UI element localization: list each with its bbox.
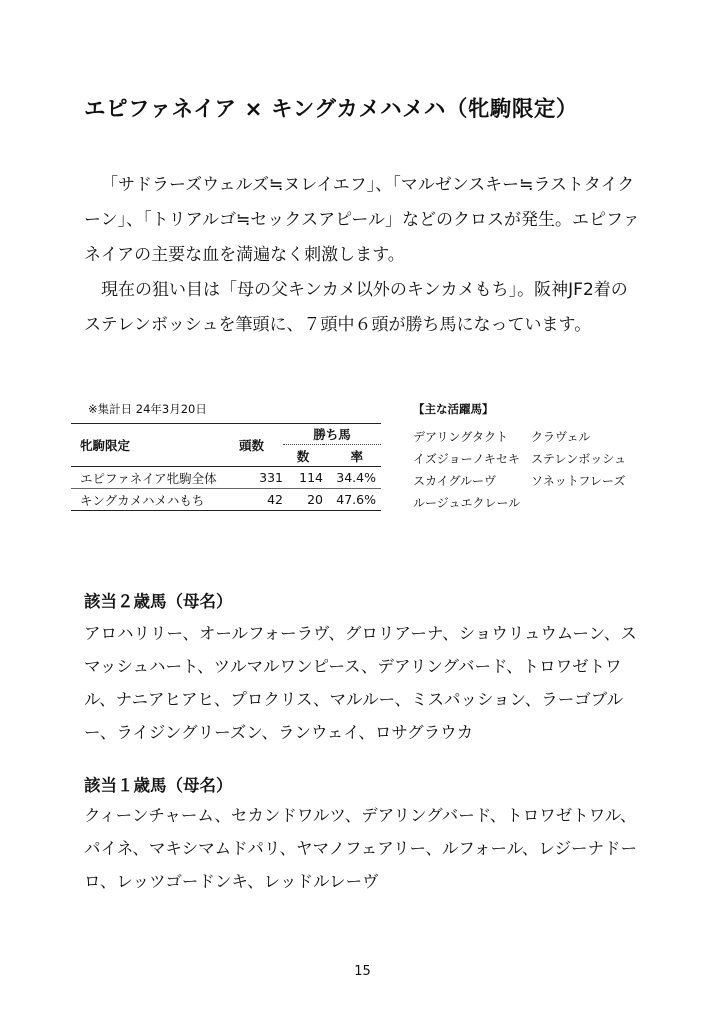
row-count: 114 xyxy=(283,467,323,489)
row-label: キングカメハメハもち xyxy=(71,489,239,511)
page-number: 15 xyxy=(354,964,371,979)
table-row xyxy=(71,467,381,489)
header-label: 牝駒限定 xyxy=(71,424,239,467)
horse-name: ソネットフレーズ xyxy=(531,474,626,488)
one-year-title: 該当１歳馬（母名） xyxy=(84,776,233,795)
main-horses-title: 【主な活躍馬】 xyxy=(413,402,494,416)
row-rate: 47.6% xyxy=(323,489,381,511)
two-year-title: 該当２歳馬（母名） xyxy=(84,592,233,611)
header-count: 数 xyxy=(296,448,310,464)
paragraph: 「サドラーズウェルズ≒ヌレイエフ」、「マルゼンスキー≒ラストタイクーン」、「トリアルゴ≒セックスアピール」などのクロスが発生。エピファネイアの主要な血を満遍なく刺激します。 xyxy=(84,175,640,265)
horse-name: イズジョーノキセキ xyxy=(413,452,520,466)
horse-name: デアリングタクト xyxy=(413,430,509,444)
header-heads: 頭数 xyxy=(239,424,283,467)
paragraph: 現在の狙い目は「母の父キンカメ以外のキンカメもち」。阪神JF2着のステレンボッシュを筆頭に、７頭中６頭が勝ち馬になっています。 xyxy=(84,280,628,335)
row-heads: 331 xyxy=(239,467,283,489)
one-year-list: クィーンチャーム、セカンドワルツ、デアリングバード、トロワゼトワル、パイネ、マキシマムドパリ、ヤマノフェアリー、ルフォール、レジーナドーロ、レッツゴードンキ、レッドルレーヴ xyxy=(84,806,637,891)
horse-name: ルージュエクレール xyxy=(413,496,521,510)
page-title: エピファネイア × キングカメハメハ（牝駒限定） xyxy=(84,97,578,122)
main-horses-list xyxy=(413,428,631,511)
table-row xyxy=(71,489,381,511)
stats-table xyxy=(71,423,381,511)
header-winners: 勝ち馬 xyxy=(283,424,381,445)
two-year-list: アロハリリー、オールフォーラヴ、グロリアーナ、ショウリュウムーン、スマッシュハート、ツルマルワンピース、デアリングバード、トロワゼトワル、ナニアヒアヒ、プロクリス、マルルー、ミスパッション、ラーゴブルー、ライジングリーズン、ランウェイ、ロサグラウカ xyxy=(84,624,637,742)
row-heads: 42 xyxy=(239,489,283,511)
horse-name: スカイグルーヴ xyxy=(413,474,497,488)
horse-name: ステレンボッシュ xyxy=(531,452,626,466)
horse-name: クラヴェル xyxy=(531,430,591,444)
header-rate: 率 xyxy=(350,448,363,464)
row-rate: 34.4% xyxy=(323,467,381,489)
intro-text xyxy=(84,168,644,343)
row-count: 20 xyxy=(283,489,323,511)
row-label: エピファネイア牝駒全体 xyxy=(71,467,239,489)
main-horses xyxy=(413,401,631,511)
stats-note: ※集計日 24年3月20日 xyxy=(88,402,207,416)
